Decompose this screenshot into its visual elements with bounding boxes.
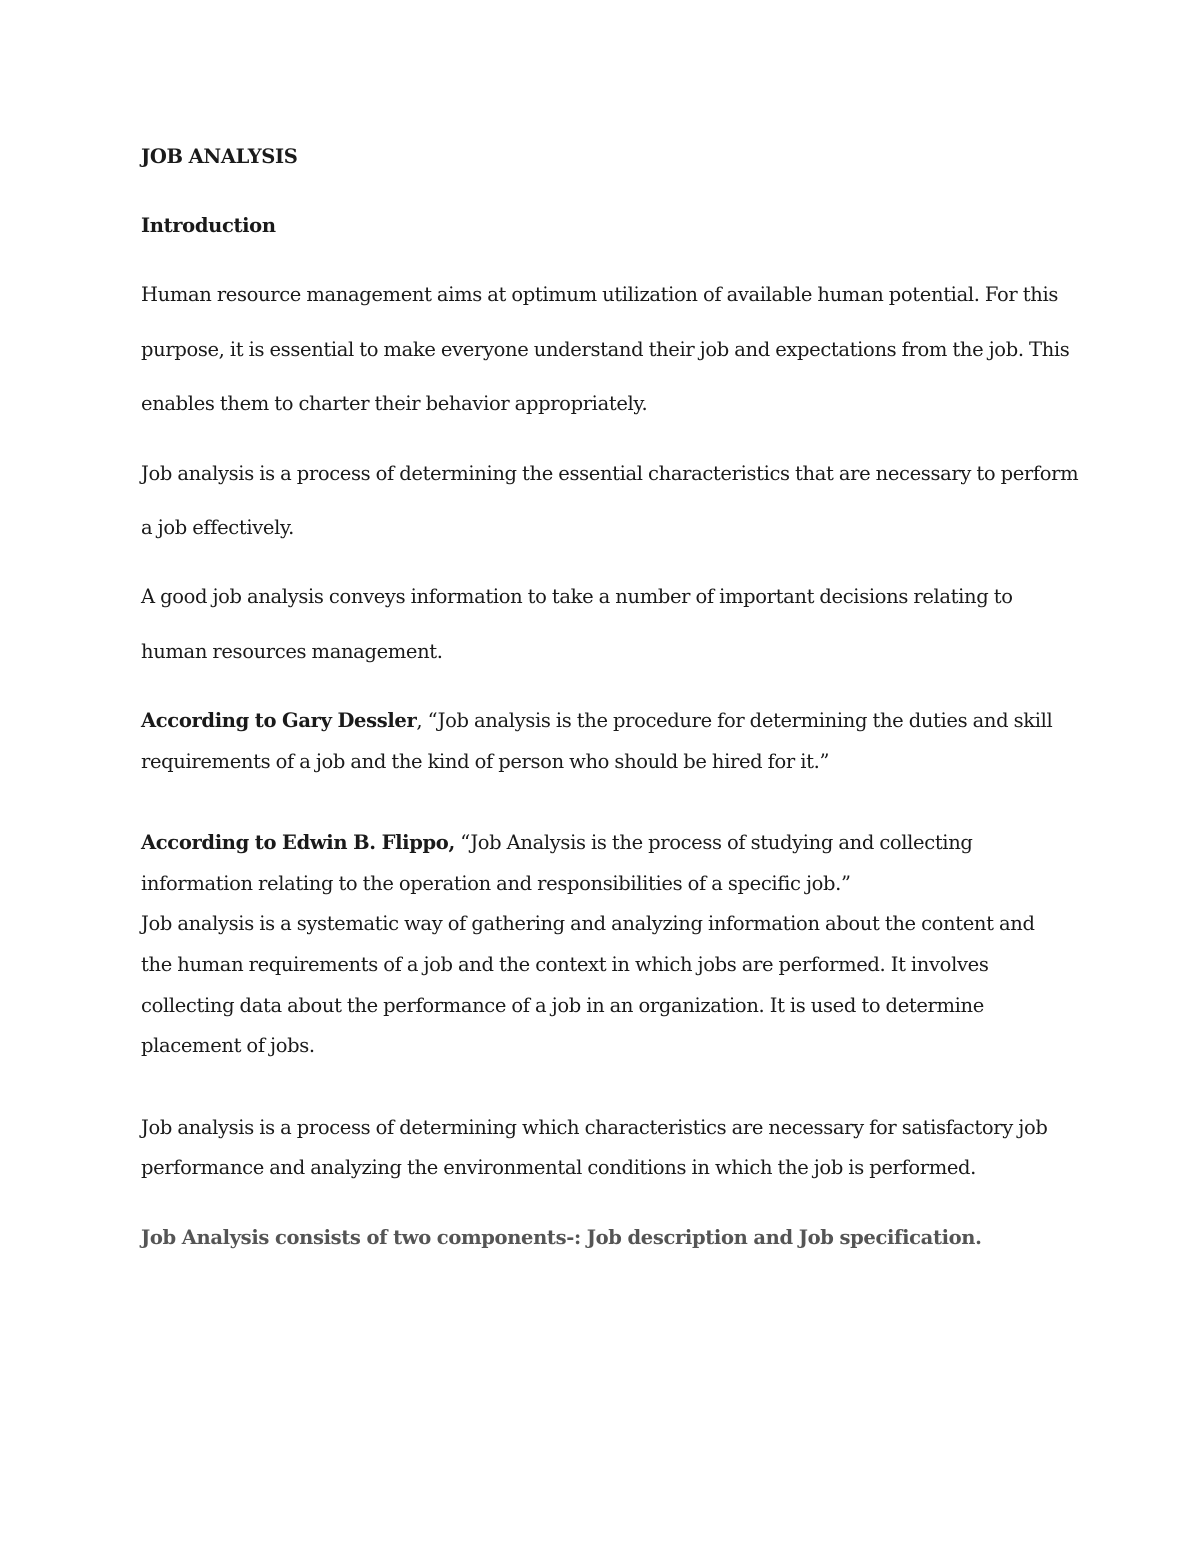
dessler-quote-line-1: [141, 709, 1052, 733]
paragraph-5-line-2: performance and analyzing the environmental conditions in which the job is performed.: [141, 1156, 977, 1179]
paragraph-4-line-1: Job analysis is a systematic way of gathering and analyzing information about the content and: [141, 912, 1035, 935]
paragraph-3-line-2: human resources management.: [141, 640, 443, 663]
paragraph-1-line-1: Human resource management aims at optimum utilization of available human potential. For this: [141, 283, 1058, 306]
dessler-quote-line-2: requirements of a job and the kind of person who should be hired for it.”: [141, 750, 830, 773]
flippo-quote-line-2: information relating to the operation and responsibilities of a specific job.”: [141, 872, 851, 895]
flippo-quote-line-1: [141, 831, 973, 855]
paragraph-2-line-2: a job effectively.: [141, 516, 294, 539]
dessler-author: According to Gary Dessler: [141, 709, 417, 732]
flippo-author: According to Edwin B. Flippo,: [141, 831, 455, 854]
dessler-quote-start: , “Job analysis is the procedure for determining the duties and skill: [416, 709, 1053, 732]
flippo-quote-start: “Job Analysis is the process of studying and collecting: [454, 831, 973, 854]
document-title: JOB ANALYSIS: [141, 145, 298, 168]
paragraph-4-line-2: the human requirements of a job and the context in which jobs are performed. It involves: [141, 953, 989, 976]
paragraph-2-line-1: Job analysis is a process of determining the essential characteristics that are necessary to perform: [141, 462, 1079, 485]
components-statement: Job Analysis consists of two components-: Job description and Job specification.: [141, 1226, 982, 1249]
paragraph-1-line-3: enables them to charter their behavior appropriately.: [141, 392, 648, 415]
paragraph-4-line-4: placement of jobs.: [141, 1034, 315, 1057]
paragraph-3-line-1: A good job analysis conveys information to take a number of important decisions relating to: [141, 585, 1013, 608]
paragraph-1-line-2: purpose, it is essential to make everyone understand their job and expectations from the job. This: [141, 338, 1070, 361]
paragraph-5-line-1: Job analysis is a process of determining which characteristics are necessary for satisfactory job: [141, 1116, 1048, 1139]
paragraph-4-line-3: collecting data about the performance of a job in an organization. It is used to determine: [141, 994, 984, 1017]
intro-heading: Introduction: [141, 214, 276, 237]
